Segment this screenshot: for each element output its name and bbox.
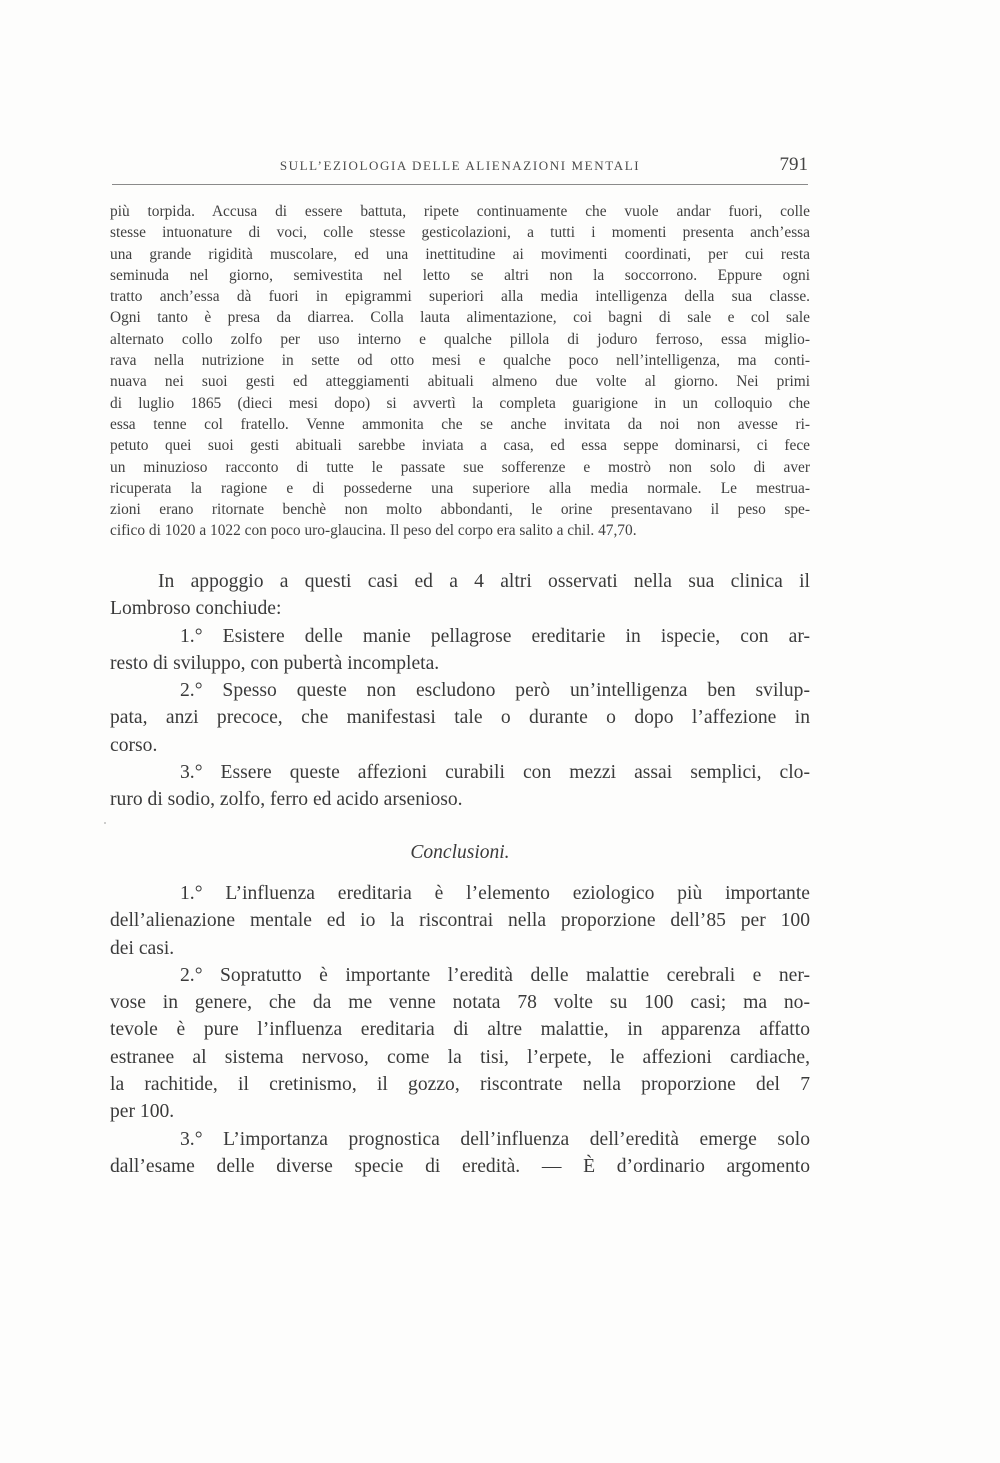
text-line: nuava nei suoi gesti ed atteggiamenti abituali almeno due volte al giorno. Nei primi [110, 373, 810, 391]
conclusion-2-line: estranee al sistema nervoso, come la tisi, l’erpete, le affezioni cardiache, [110, 1046, 810, 1068]
text-line: rava nella nutrizione in sette od otto mesi e qualche poco nell’intelligenza, ma conti- [110, 352, 810, 370]
case-report-paragraph [110, 201, 810, 542]
conclusion-3-line: dall’esame delle diverse specie di eredità. — È d’ordinario argomento [110, 1155, 810, 1177]
text-line: ricuperata la ragione e di possederne una superiore alla media normale. Le mestrua- [110, 479, 810, 497]
page-number: 791 [779, 154, 808, 175]
conclusion-2-line: per 100. [110, 1101, 175, 1123]
text-line: stesse intuonature di voci, colle stesse gesticolazioni, a tutti i momenti presenta anch’essa [110, 224, 810, 242]
list-item-2-line: 2.° Spesso queste non escludono però un’intelligenza ben svilup- [180, 680, 810, 702]
list-item-3-line: 3.° Essere queste affezioni curabili con mezzi assai semplici, clo- [180, 762, 810, 784]
text-line: In appoggio a questi casi ed a 4 altri osservati nella sua clinica il [158, 571, 810, 592]
list-item-1-line: resto di sviluppo, con pubertà incompleta. [110, 652, 440, 674]
text-line: essa tenne col fratello. Venne ammonita che se anche invitata da noi non avesse ri- [110, 415, 810, 433]
list-item-3-line: ruro di sodio, zolfo, ferro ed acido arsenioso. [110, 789, 463, 811]
text-line: un minuzioso racconto di tutte le passate sue sofferenze e mostrò non solo di aver [110, 458, 810, 476]
text-line: alternato collo zolfo per uso interno e qualche pillola di joduro ferroso, essa miglio- [110, 330, 810, 348]
print-speck [104, 822, 106, 824]
text-line: più torpida. Accusa di essere battuta, ripete continuamente che vuole andar fuori, colle [110, 203, 810, 220]
conclusion-3-line: 3.° L’importanza prognostica dell’influenza dell’eredità emerge solo [180, 1128, 810, 1150]
running-head [112, 150, 808, 180]
text-line: seminuda nel giorno, semivestita nel letto se altri non la soccorrono. Eppure ogni [110, 266, 810, 284]
list-item-1-line: 1.° Esistere delle manie pellagrose ereditarie in ispecie, con ar- [180, 625, 810, 647]
text-line: Lombroso conchiude: [110, 598, 282, 620]
list-item-2-line: corso. [110, 734, 158, 756]
conclusion-1-line: dell’alienazione mentale ed io la riscontrai nella proporzione dell’85 per 100 [110, 910, 810, 932]
list-item-2-line: pata, anzi precoce, che manifestasi tale o durante o dopo l’affezione in [110, 707, 810, 729]
text-line: cifico di 1020 a 1022 con poco uro-glaucina. Il peso del corpo era salito a chil. 47,70. [110, 522, 637, 540]
text-line: una grande rigidità muscolare, ed una inettitudine ai movimenti coordinati, per cui resta [110, 245, 810, 263]
conclusion-2-line: 2.° Sopratutto è importante l’eredità delle malattie cerebrali e ner- [180, 964, 810, 986]
text-line: Ogni tanto è presa da diarrea. Colla lauta alimentazione, coi bagni di sale e col sale [110, 309, 810, 327]
running-title: SULL’EZIOLOGIA DELLE ALIENAZIONI MENTALI [279, 158, 641, 173]
conclusion-1-line: 1.° L’influenza ereditaria è l’elemento eziologico più importante [180, 883, 810, 904]
header-rule [112, 184, 808, 185]
text-line: zioni erano ritornate benchè non molto abbondanti, le orine presentavano il peso spe- [110, 501, 810, 519]
text-line: tratto anch’essa dà fuori in epigrammi superiori alla media intelligenza della sua classe. [110, 288, 810, 306]
conclusion-2-line: tevole è pure l’influenza ereditaria di altre malattie, in apparenza affatto [110, 1019, 810, 1041]
conclusion-2-line: la rachitide, il cretinismo, il gozzo, riscontrate nella proporzione del 7 [110, 1074, 810, 1096]
lombroso-conclusions-paragraph [110, 568, 810, 814]
conclusion-1-line: dei casi. [110, 937, 175, 959]
conclusions-list [110, 880, 810, 1180]
section-heading: Conclusioni. [410, 842, 510, 863]
text-line: di luglio 1865 (dieci mesi dopo) si avvertì la completa guarigione in un colloquio che [110, 394, 810, 412]
conclusion-2-line: vose in genere, che da me venne notata 78 volte su 100 casi; ma no- [110, 992, 810, 1014]
text-line: petuto quei suoi gesti abituali sarebbe inviata a casa, ed essa seppe dominarsi, ci fece [110, 437, 810, 455]
